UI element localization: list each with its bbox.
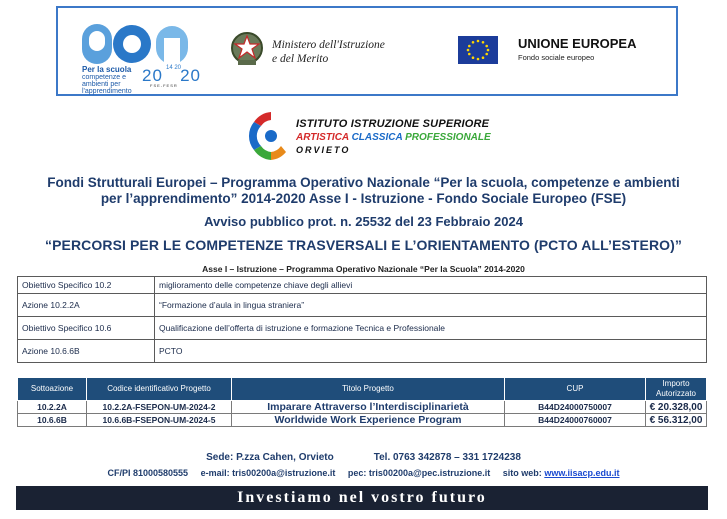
email-text: e-mail: tris00200a@istruzione.it: [200, 468, 336, 478]
fondi-heading: Fondi Strutturali Europei – Programma Operativo Nazionale “Per la scuola, competenze e ambienti per l’apprendimento” 2014-2020 Asse I - Istruzione - Fondo Sociale Europeo (FSE): [47, 175, 680, 206]
ministry-logo: [228, 28, 418, 78]
cup-cell: B44D24000750007: [505, 401, 646, 414]
pon-fse: FSE-FESR: [150, 83, 178, 88]
table-header-row: [18, 378, 707, 401]
school-logo: [248, 108, 508, 168]
table-row: [18, 277, 707, 294]
footer-motto: Investiamo nel vostro futuro: [16, 486, 708, 510]
eu-logo: [458, 30, 668, 70]
objectives-table: [17, 276, 707, 363]
pcto-heading: “PERCORSI PER LE COMPETENZE TRASVERSALI E L’ORIENTAMENTO (PCTO ALL’ESTERO)”: [44, 237, 683, 253]
ministry-name: Ministero dell'Istruzione e del Merito: [272, 39, 385, 65]
sede-tel: Tel. 0763 342878 – 331 1724238: [373, 452, 521, 463]
pon-logo: [80, 20, 202, 95]
school-name: ISTITUTO ISTRUZIONE SUPERIORE: [296, 118, 490, 130]
objective-key: Obiettivo Specifico 10.6: [18, 317, 155, 340]
table-row: [18, 401, 707, 414]
column-header: CUP: [505, 378, 646, 401]
eu-flag-icon: [458, 36, 498, 64]
titolo-cell: Imparare Attraverso l’Interdisciplinarietà: [232, 401, 505, 414]
eu-title: UNIONE EUROPEA: [518, 36, 637, 51]
eu-subtitle: Fondo sociale europeo: [518, 53, 595, 62]
school-emblem-icon: [248, 108, 294, 164]
table-row: [18, 340, 707, 363]
codice-cell: 10.2.2A-FSEPON-UM-2024-2: [87, 401, 232, 414]
sottoazione-cell: 10.2.2A: [18, 401, 87, 414]
pon-year-sub: 14 20: [166, 65, 182, 71]
objective-key: Obiettivo Specifico 10.2: [18, 277, 155, 294]
asse-heading: Asse I – Istruzione – Programma Operativo Nazionale “Per la Scuola” 2014-2020: [202, 264, 525, 274]
objective-key: Azione 10.6.6B: [18, 340, 155, 363]
sottoazione-cell: 10.6.6B: [18, 414, 87, 427]
pon-year: 20 20: [142, 66, 202, 85]
column-header: Codice identificativo Progetto: [87, 378, 232, 401]
sede-line: [0, 452, 727, 463]
table-row: [18, 294, 707, 317]
sede-address: Sede: P.zza Cahen, Orvieto: [206, 452, 334, 463]
pon-letters-icon: [80, 20, 190, 68]
website-link[interactable]: www.iisacp.edu.it: [544, 468, 620, 478]
column-header: Importo Autorizzato: [646, 378, 707, 401]
projects-table: [17, 377, 707, 427]
web-label: sito web:: [502, 468, 542, 478]
table-row: [18, 317, 707, 340]
logo-banner: [56, 6, 678, 96]
pon-tagline: Per la scuola competenze e ambienti per l'apprendimento: [82, 65, 132, 95]
objective-value: miglioramento delle competenze chiave degli allievi: [155, 277, 707, 294]
importo-cell: € 56.312,00: [646, 414, 707, 427]
cup-cell: B44D24000760007: [505, 414, 646, 427]
column-header: Sottoazione: [18, 378, 87, 401]
pec-text: pec: tris00200a@pec.istruzione.it: [347, 468, 491, 478]
contacts-line: [0, 468, 727, 478]
column-header: Titolo Progetto: [232, 378, 505, 401]
objective-key: Azione 10.2.2A: [18, 294, 155, 317]
avviso-heading: Avviso pubblico prot. n. 25532 del 23 Febbraio 2024: [204, 214, 523, 229]
titolo-cell: Worldwide Work Experience Program: [232, 414, 505, 427]
codice-cell: 10.6.6B-FSEPON-UM-2024-5: [87, 414, 232, 427]
italian-emblem-icon: [228, 28, 266, 68]
objective-value: Qualificazione dell’offerta di istruzione e formazione Tecnica e Professionale: [155, 317, 707, 340]
objective-value: “Formazione d’aula in lingua straniera”: [155, 294, 707, 317]
school-city: ORVIETO: [296, 145, 351, 155]
school-branches: ARTISTICA CLASSICA PROFESSIONALE: [296, 132, 491, 143]
cf-pi: CF/PI 81000580555: [107, 468, 189, 478]
importo-cell: € 20.328,00: [646, 401, 707, 414]
objective-value: PCTO: [155, 340, 707, 363]
table-row: [18, 414, 707, 427]
